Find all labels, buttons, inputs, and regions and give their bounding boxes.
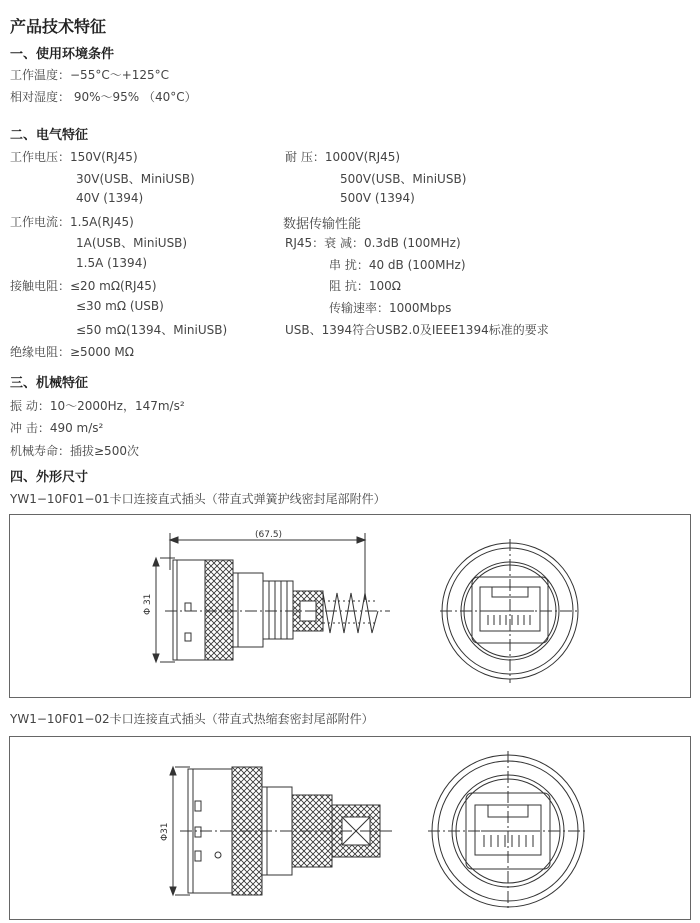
spec-withstand-voltage-usb: 500V(USB、MiniUSB): [340, 172, 467, 186]
spec-current-1394: 1.5A (1394): [76, 256, 148, 270]
spring-plug-drawing: [10, 515, 690, 697]
spec-impedance: 阻 抗：100Ω: [329, 279, 401, 293]
dimension-diameter-label: Φ 31: [143, 593, 153, 615]
spec-voltage-rj45: 工作电压：150V(RJ45): [10, 150, 138, 164]
spec-relative-humidity: 相对湿度： 90%～95% （40°C）: [10, 90, 197, 104]
spec-voltage-1394: 40V (1394): [76, 191, 144, 205]
spec-current-usb: 1A(USB、MiniUSB): [76, 236, 188, 250]
spec-current-rj45: 工作电流：1.5A(RJ45): [10, 215, 134, 229]
spec-usb-standard: USB、1394符合USB2.0及IEEE1394标准的要求: [285, 323, 549, 337]
data-transmission-heading: 数据传输性能: [283, 217, 362, 232]
spec-attenuation: RJ45：衰 减：0.3dB (100MHz): [285, 236, 461, 250]
heatshrink-plug-drawing: [10, 737, 690, 919]
section-heading-environment: 一、使用环境条件: [10, 47, 115, 62]
spec-insulation-resistance: 绝缘电阻：≥5000 MΩ: [10, 345, 134, 359]
spec-voltage-usb: 30V(USB、MiniUSB): [76, 172, 195, 186]
spec-contact-resistance-1394: ≤50 mΩ(1394、MiniUSB): [76, 323, 228, 337]
spec-withstand-voltage-rj45: 耐 压：1000V(RJ45): [285, 150, 401, 164]
spec-operating-temperature: 工作温度：−55°C～+125°C: [10, 68, 170, 82]
dimension-diameter-label: Φ31: [160, 822, 170, 841]
spec-contact-resistance-usb: ≤30 mΩ (USB): [76, 299, 164, 313]
drawing-heatshrink-plug: [9, 736, 691, 920]
figure-caption-spring: YW1−10F01−01卡口连接直式插头（带直式弹簧护线密封尾部附件）: [10, 492, 386, 506]
spec-withstand-voltage-1394: 500V (1394): [340, 191, 415, 205]
spec-mechanical-life: 机械寿命：插拔≥500次: [10, 444, 139, 458]
page-title: 产品技术特征: [10, 17, 107, 36]
spec-shock: 冲 击：490 m/s²: [10, 421, 104, 435]
spec-transfer-rate: 传输速率：1000Mbps: [329, 301, 452, 315]
section-heading-electrical: 二、电气特征: [10, 128, 89, 143]
drawing-spring-plug: [9, 514, 691, 698]
section-heading-dimensions: 四、外形尺寸: [10, 470, 89, 485]
figure-caption-heatshrink: YW1−10F01−02卡口连接直式插头（带直式热缩套密封尾部附件）: [10, 712, 374, 726]
spec-contact-resistance-rj45: 接触电阻：≤20 mΩ(RJ45): [10, 279, 157, 293]
spec-vibration: 振 动：10～2000Hz，147m/s²: [10, 399, 185, 413]
section-heading-mechanical: 三、机械特征: [10, 376, 89, 391]
dimension-length-label: (67.5): [255, 530, 283, 540]
spec-crosstalk: 串 扰：40 dB (100MHz): [329, 258, 466, 272]
